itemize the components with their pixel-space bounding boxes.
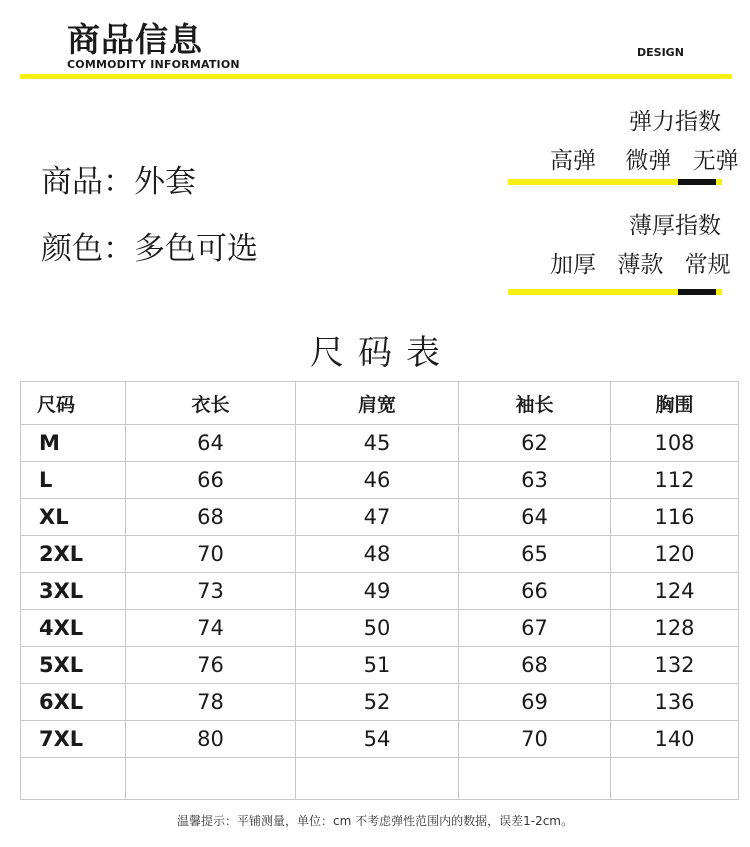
thickness-option: 加厚 (550, 252, 596, 278)
size-cell: 2XL (21, 536, 126, 573)
elastic-option: 微弹 (625, 148, 672, 174)
table-cell: 132 (611, 647, 739, 684)
thickness-index-bar (508, 289, 722, 295)
table-row (21, 721, 739, 758)
table-cell: 108 (611, 425, 739, 462)
thickness-index-options (550, 246, 731, 279)
table-row (21, 462, 739, 499)
size-table (20, 381, 739, 800)
table-cell: 124 (611, 573, 739, 610)
table-cell: 80 (126, 721, 296, 758)
empty-cell (126, 758, 296, 800)
table-cell: 112 (611, 462, 739, 499)
elastic-index-title: 弹力指数 (629, 109, 721, 135)
elastic-option: 无弹 (692, 148, 739, 174)
header-cell: 胸围 (611, 382, 739, 425)
table-cell: 68 (126, 499, 296, 536)
table-cell: 46 (296, 462, 459, 499)
thickness-index-title: 薄厚指数 (629, 213, 721, 239)
table-cell: 74 (126, 610, 296, 647)
size-table-title: 尺码表 (310, 333, 454, 373)
thickness-option: 常规 (684, 252, 731, 278)
table-cell: 128 (611, 610, 739, 647)
design-label: DESIGN (637, 46, 684, 59)
size-cell: 4XL (21, 610, 126, 647)
table-cell: 47 (296, 499, 459, 536)
thickness-selected-marker (678, 289, 716, 295)
table-cell: 68 (459, 647, 611, 684)
header-cell: 袖长 (459, 382, 611, 425)
elastic-index-options (550, 142, 739, 175)
elastic-option: 高弹 (550, 148, 596, 174)
table-row (21, 610, 739, 647)
table-cell: 49 (296, 573, 459, 610)
table-row (21, 573, 739, 610)
header-cell: 衣长 (126, 382, 296, 425)
size-cell: L (21, 462, 126, 499)
table-row (21, 425, 739, 462)
table-cell: 64 (126, 425, 296, 462)
table-cell: 62 (459, 425, 611, 462)
table-row (21, 647, 739, 684)
product-name: 商品：外套 (41, 164, 196, 200)
table-cell: 51 (296, 647, 459, 684)
size-cell: 3XL (21, 573, 126, 610)
table-cell: 140 (611, 721, 739, 758)
size-cell: 7XL (21, 721, 126, 758)
product-color: 颜色：多色可选 (41, 231, 258, 267)
header-cell: 肩宽 (296, 382, 459, 425)
table-cell: 65 (459, 536, 611, 573)
header-cell: 尺码 (21, 382, 126, 425)
table-row (21, 499, 739, 536)
table-cell: 136 (611, 684, 739, 721)
table-cell: 66 (126, 462, 296, 499)
table-cell: 64 (459, 499, 611, 536)
empty-cell (21, 758, 126, 800)
header-divider (20, 74, 732, 79)
table-cell: 54 (296, 721, 459, 758)
table-cell: 120 (611, 536, 739, 573)
table-cell: 50 (296, 610, 459, 647)
table-cell: 76 (126, 647, 296, 684)
elastic-selected-marker (678, 179, 716, 185)
table-row (21, 684, 739, 721)
table-cell: 48 (296, 536, 459, 573)
elastic-index-bar (508, 179, 722, 185)
table-cell: 45 (296, 425, 459, 462)
empty-cell (459, 758, 611, 800)
table-cell: 70 (459, 721, 611, 758)
table-cell: 69 (459, 684, 611, 721)
table-cell: 52 (296, 684, 459, 721)
empty-cell (296, 758, 459, 800)
measurement-note: 温馨提示：平铺测量，单位：cm 不考虑弹性范围内的数据，误差1-2cm。 (177, 814, 573, 828)
table-cell: 63 (459, 462, 611, 499)
table-cell: 66 (459, 573, 611, 610)
page-subtitle: COMMODITY INFORMATION (67, 58, 240, 71)
size-cell: M (21, 425, 126, 462)
size-cell: XL (21, 499, 126, 536)
size-cell: 6XL (21, 684, 126, 721)
table-header-row (21, 382, 739, 425)
table-row (21, 536, 739, 573)
table-cell: 116 (611, 499, 739, 536)
table-cell: 78 (126, 684, 296, 721)
table-cell: 73 (126, 573, 296, 610)
size-cell: 5XL (21, 647, 126, 684)
table-cell: 67 (459, 610, 611, 647)
thickness-option: 薄款 (617, 252, 664, 278)
table-cell: 70 (126, 536, 296, 573)
table-empty-row (21, 758, 739, 800)
page-title: 商品信息 (67, 20, 203, 59)
empty-cell (611, 758, 739, 800)
